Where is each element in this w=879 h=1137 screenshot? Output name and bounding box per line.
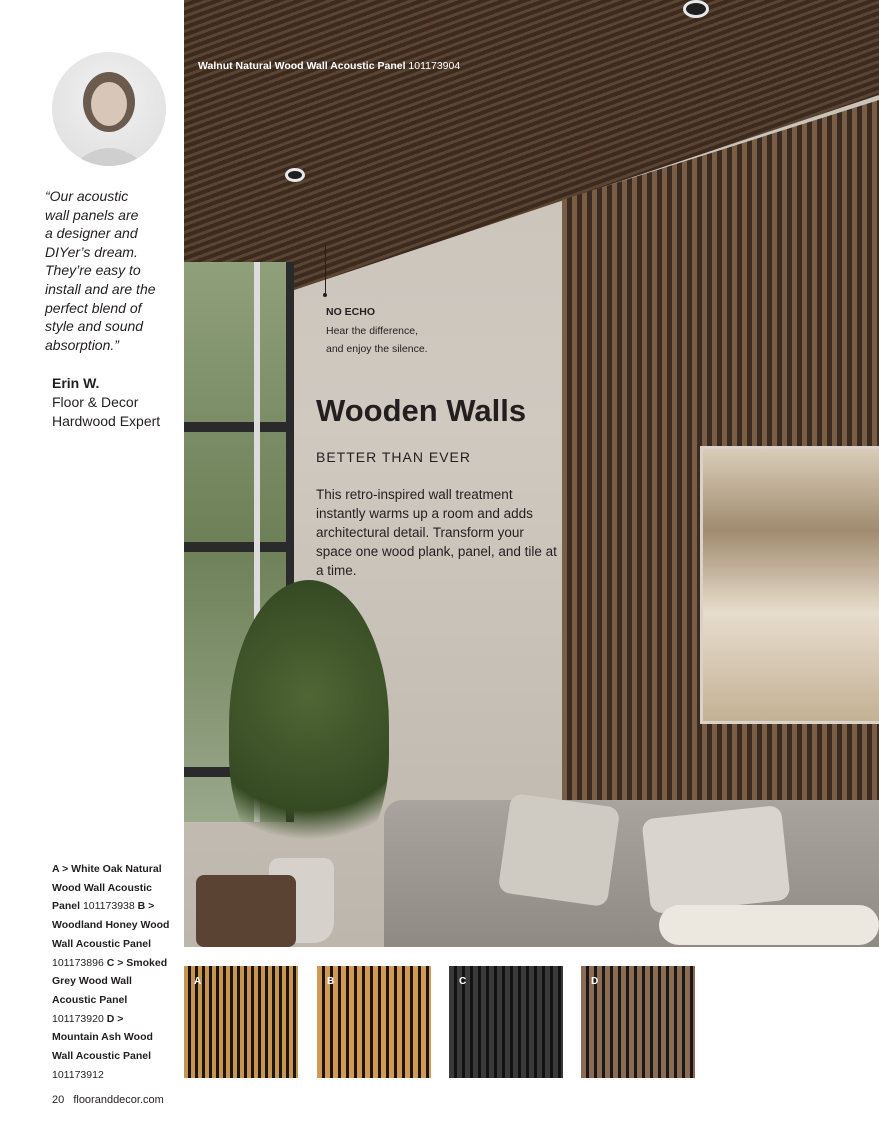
swatch-letter-d: D [591, 976, 599, 987]
throw-blanket [659, 905, 879, 945]
caption-label-b: B > [137, 900, 155, 913]
caption-label-d: D > [106, 1012, 124, 1025]
no-echo-callout [326, 303, 428, 359]
page-subtitle: BETTER THAN EVER [316, 449, 471, 465]
callout-pointer-dot [323, 293, 327, 297]
swatch-letter-b: B [327, 976, 335, 987]
side-table [196, 875, 296, 947]
swatch-a [184, 966, 298, 1078]
image-caption-name: Walnut Natural Wood Wall Acoustic Panel [198, 60, 406, 72]
caption-name-b: Woodland Honey Wood Wall Acoustic Panel [52, 919, 170, 950]
ceiling-light [683, 0, 709, 18]
pillow [498, 793, 621, 907]
callout-heading: NO ECHO [326, 306, 376, 318]
swatch-captions [52, 860, 172, 1084]
caption-name-a: White Oak Natural Wood Wall Acoustic Panel [52, 863, 162, 913]
page-number: 20 [52, 1094, 65, 1106]
callout-line-1: Hear the difference, [326, 324, 419, 337]
caption-sku-c: 101173920 [52, 1012, 107, 1025]
author-title-line-2: Hardwood Expert [52, 413, 161, 429]
site-url[interactable]: flooranddecor.com [73, 1094, 164, 1106]
pillow [641, 805, 790, 914]
window-bar [184, 542, 286, 552]
author-title-line-1: Floor & Decor [52, 394, 139, 410]
callout-pointer-line [325, 245, 326, 295]
image-caption-sku: 101173904 [408, 60, 461, 72]
swatch-letter-c: C [459, 976, 467, 987]
page-footer [52, 1094, 164, 1106]
expert-attribution [52, 374, 160, 431]
swatch-letter-a: A [194, 976, 202, 987]
image-caption [198, 60, 460, 72]
expert-quote: “Our acoustic wall panels are a designer and DIYer’s dream. They’re easy to install and are the perfect blend of style and sound absorption.” [45, 188, 156, 353]
swatch-c [449, 966, 563, 1078]
window-bar [184, 422, 286, 432]
caption-label-a: A > [52, 863, 72, 875]
room-photo [184, 0, 879, 947]
caption-name-d: Mountain Ash Wood Wall Acoustic Panel [52, 1031, 153, 1063]
expert-portrait [52, 52, 166, 166]
wall-artwork [700, 446, 879, 724]
caption-name-c: Smoked Grey Wood Wall Acoustic Panel [52, 956, 168, 1006]
callout-line-2: and enjoy the silence. [326, 343, 428, 355]
caption-sku-a: 101173938 [82, 900, 138, 913]
caption-sku-b: 101173896 [52, 956, 107, 969]
swatch-b [317, 966, 431, 1078]
caption-label-c: C > [106, 956, 127, 969]
ceiling-light [285, 168, 305, 182]
potted-tree [229, 580, 389, 870]
author-name: Erin W. [52, 375, 100, 391]
page-title: Wooden Walls [316, 393, 527, 428]
body-copy: This retro-inspired wall treatment instantly warms up a room and adds architectural detail. Transform your space one wood plank, panel, and tile at a time. [316, 487, 557, 578]
caption-sku-d: 101173912 [52, 1068, 104, 1081]
swatch-d [581, 966, 695, 1078]
